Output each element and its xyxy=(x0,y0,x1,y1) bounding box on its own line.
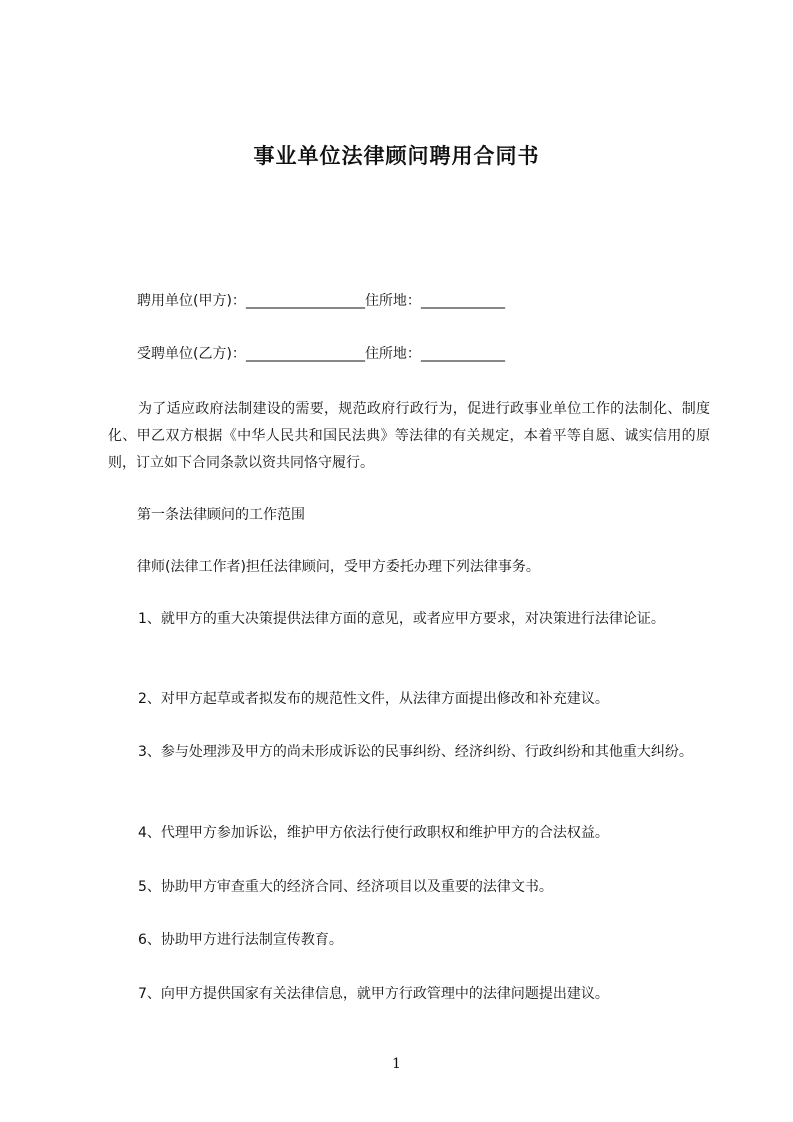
party-b-address-label: 住所地： xyxy=(364,346,421,362)
preamble-paragraph: 为了适应政府法制建设的需要，规范政府行政行为，促进行政事业单位工作的法制化、制度化、甲乙双方根据《中华人民共和国民法典》等法律的有关规定，本着平等自愿、诚实信用的原则，订立如下合同条款以资共同恪守履行。 xyxy=(108,401,710,471)
list-item-3: 3、参与处理涉及甲方的尚未形成诉讼的民事纠纷、经济纠纷、行政纠纷和其他重大纠纷。 xyxy=(138,744,693,760)
party-a-label: 聘用单位(甲方)： xyxy=(137,293,246,309)
list-item-4: 4、代理甲方参加诉讼，维护甲方依法行使行政职权和维护甲方的合法权益。 xyxy=(138,825,609,841)
party-b-line xyxy=(137,345,505,363)
article1-heading: 第一条法律顾问的工作范围 xyxy=(137,507,305,523)
list-item-2: 2、对甲方起草或者拟发布的规范性文件，从法律方面提出修改和补充建议。 xyxy=(138,691,609,707)
party-b-blank: _________________ xyxy=(245,346,365,362)
party-b-address-blank: ____________ xyxy=(420,346,505,362)
party-a-blank: _________________ xyxy=(245,293,365,309)
list-item-5: 5、协助甲方审查重大的经济合同、经济项目以及重要的法律文书。 xyxy=(138,879,553,895)
party-a-line xyxy=(137,292,505,310)
list-item-1: 1、就甲方的重大决策提供法律方面的意见，或者应甲方要求，对决策进行法律论证。 xyxy=(138,611,665,627)
party-b-label: 受聘单位(乙方)： xyxy=(137,346,246,362)
party-a-address-blank: ____________ xyxy=(420,293,505,309)
article1-intro: 律师(法律工作者)担任法律顾问，受甲方委托办理下列法律事务。 xyxy=(137,559,540,575)
list-item-6: 6、协助甲方进行法制宣传教育。 xyxy=(138,932,343,948)
party-a-address-label: 住所地： xyxy=(364,293,421,309)
document-title: 事业单位法律顾问聘用合同书 xyxy=(253,144,540,168)
page-number: 1 xyxy=(392,1056,401,1072)
list-item-7: 7、向甲方提供国家有关法律信息，就甲方行政管理中的法律问题提出建议。 xyxy=(138,986,609,1002)
